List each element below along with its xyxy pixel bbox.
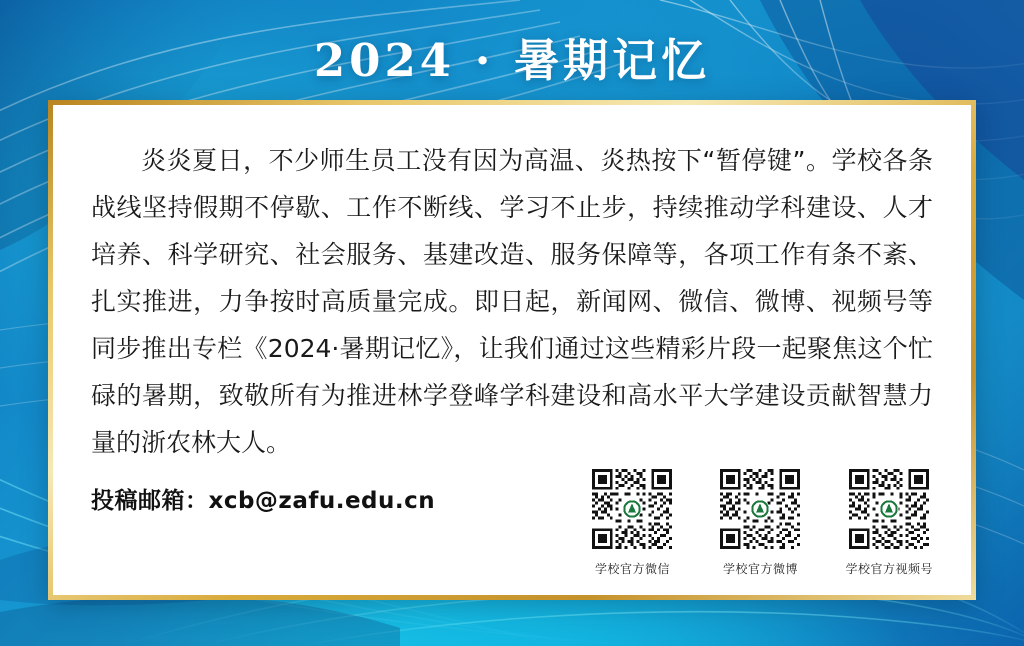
qr-code-wechat-icon	[589, 466, 675, 552]
qr-code-row	[589, 466, 933, 577]
submission-email: 投稿邮箱：xcb@zafu.edu.cn	[91, 488, 436, 514]
qr-code-video-icon	[846, 466, 932, 552]
body-paragraph: 炎炎夏日，不少师生员工没有因为高温、炎热按下“暂停键”。学校各条战线坚持假期不停歇、工作不断线、学习不止步，持续推动学科建设、人才培养、科学研究、社会服务、基建改造、服务保障等，各项工作有条不紊、扎实推进，力争按时高质量完成。即日起，新闻网、微信、微博、视频号等同步推出专栏《2024·暑期记忆》，让我们通过这些精彩片段一起聚焦这个忙碌的暑期，致敬所有为推进林学登峰学科建设和高水平大学建设贡献智慧力量的浙农林大人。	[91, 146, 933, 457]
qr-caption-weibo: 学校官方微博	[722, 562, 798, 576]
qr-item-wechat	[589, 466, 675, 577]
qr-caption-video: 学校官方视频号	[845, 562, 933, 576]
qr-caption-wechat: 学校官方微信	[594, 562, 670, 576]
gold-frame	[48, 100, 976, 600]
page-title: 2024 · 暑期记忆	[313, 34, 711, 87]
content-card	[53, 105, 971, 595]
qr-code-weibo-icon	[717, 466, 803, 552]
qr-item-video	[845, 466, 933, 577]
qr-item-weibo	[717, 466, 803, 577]
